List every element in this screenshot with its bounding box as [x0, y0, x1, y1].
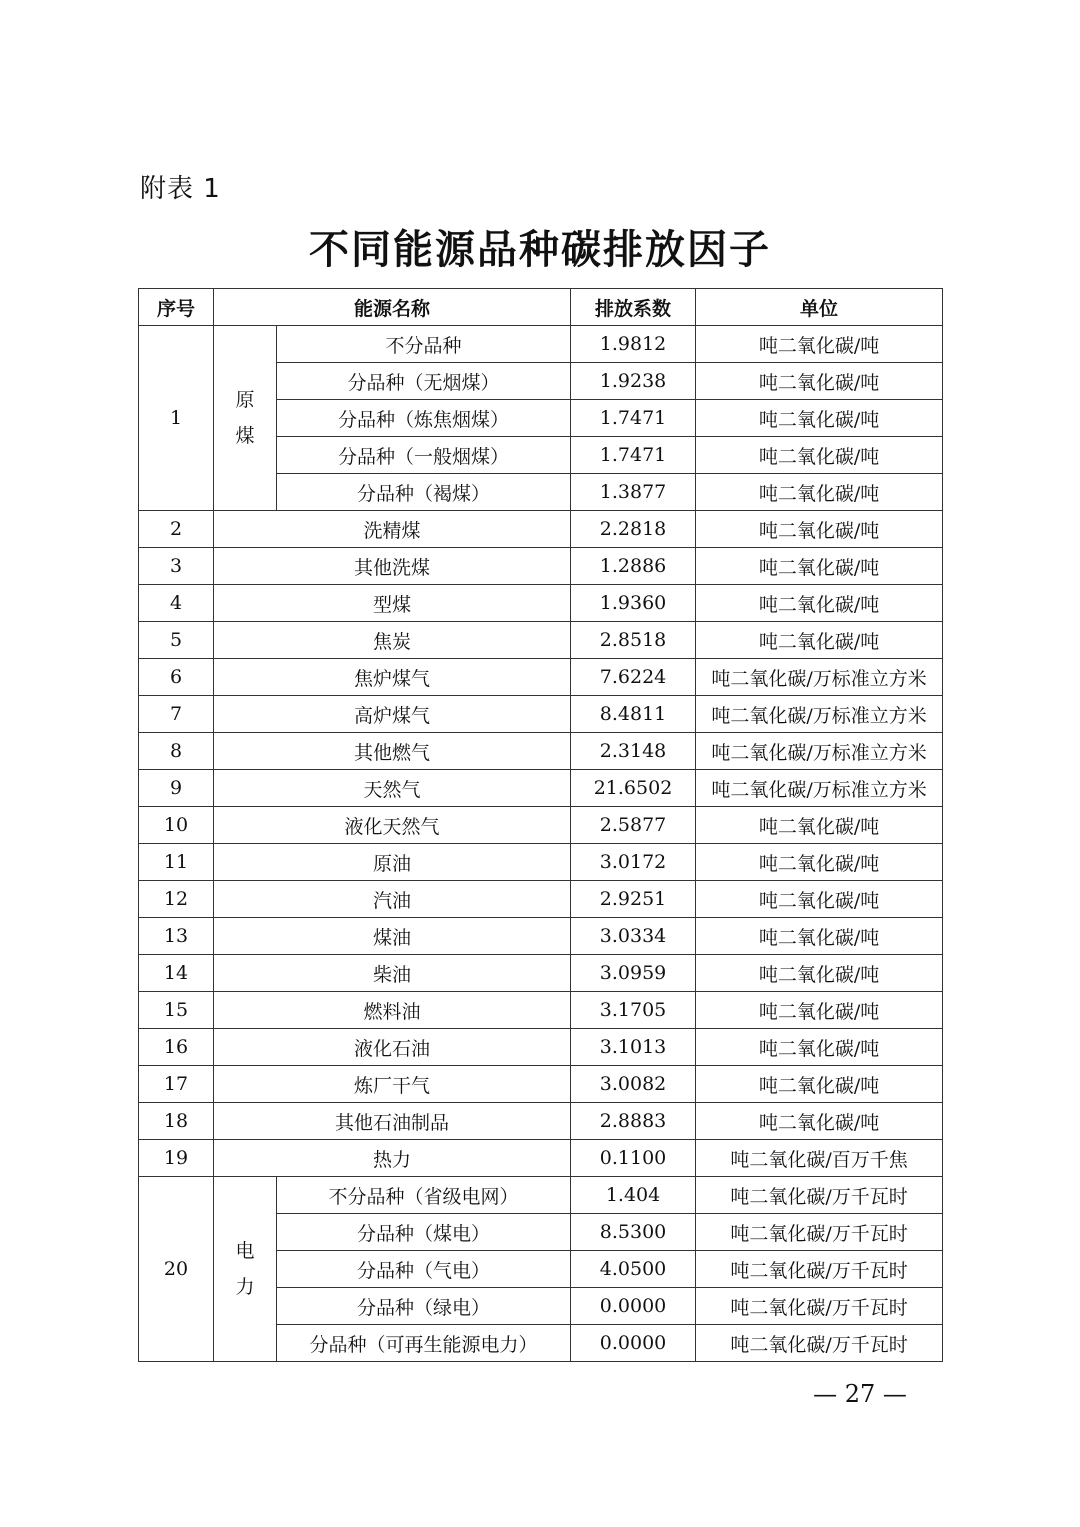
table-row	[139, 992, 943, 1029]
name-cell: 燃料油	[214, 992, 571, 1029]
unit-cell: 吨二氧化碳/吨	[696, 992, 943, 1029]
table-row	[139, 807, 943, 844]
coef-cell: 2.8883	[571, 1103, 696, 1140]
unit-cell: 吨二氧化碳/吨	[696, 844, 943, 881]
page-number: — 27 —	[813, 1380, 907, 1408]
seq-cell: 14	[139, 955, 214, 992]
coef-cell: 1.9812	[571, 326, 696, 363]
name-cell: 分品种（无烟煤）	[277, 363, 571, 400]
unit-cell: 吨二氧化碳/吨	[696, 474, 943, 511]
seq-cell: 13	[139, 918, 214, 955]
name-cell: 液化石油	[214, 1029, 571, 1066]
coef-cell: 1.3877	[571, 474, 696, 511]
unit-cell: 吨二氧化碳/万标准立方米	[696, 770, 943, 807]
coef-cell: 2.8518	[571, 622, 696, 659]
group-label-raw-coal: 原 煤	[214, 326, 277, 511]
name-cell: 不分品种	[277, 326, 571, 363]
coef-cell: 4.0500	[571, 1251, 696, 1288]
unit-cell: 吨二氧化碳/吨	[696, 1103, 943, 1140]
name-cell: 炼厂干气	[214, 1066, 571, 1103]
table-row	[139, 1140, 943, 1177]
header-unit: 单位	[696, 289, 943, 326]
table-row	[139, 511, 943, 548]
unit-cell: 吨二氧化碳/吨	[696, 363, 943, 400]
name-cell: 型煤	[214, 585, 571, 622]
coef-cell: 8.5300	[571, 1214, 696, 1251]
unit-cell: 吨二氧化碳/吨	[696, 1066, 943, 1103]
coef-cell: 2.2818	[571, 511, 696, 548]
unit-cell: 吨二氧化碳/吨	[696, 548, 943, 585]
seq-cell: 2	[139, 511, 214, 548]
unit-cell: 吨二氧化碳/万千瓦时	[696, 1177, 943, 1214]
header-coef: 排放系数	[571, 289, 696, 326]
coef-cell: 2.9251	[571, 881, 696, 918]
unit-cell: 吨二氧化碳/万千瓦时	[696, 1288, 943, 1325]
name-cell: 柴油	[214, 955, 571, 992]
coef-cell: 2.5877	[571, 807, 696, 844]
unit-cell: 吨二氧化碳/万千瓦时	[696, 1325, 943, 1362]
unit-cell: 吨二氧化碳/吨	[696, 400, 943, 437]
coef-cell: 3.0959	[571, 955, 696, 992]
unit-cell: 吨二氧化碳/吨	[696, 807, 943, 844]
name-cell: 分品种（褐煤）	[277, 474, 571, 511]
coef-cell: 2.3148	[571, 733, 696, 770]
coef-cell: 3.0082	[571, 1066, 696, 1103]
unit-cell: 吨二氧化碳/吨	[696, 918, 943, 955]
table-row	[139, 844, 943, 881]
name-cell: 分品种（可再生能源电力）	[277, 1325, 571, 1362]
name-cell: 煤油	[214, 918, 571, 955]
seq-cell: 6	[139, 659, 214, 696]
coef-cell: 1.9360	[571, 585, 696, 622]
table-row	[139, 548, 943, 585]
coef-cell: 0.0000	[571, 1325, 696, 1362]
table-row	[139, 955, 943, 992]
unit-cell: 吨二氧化碳/万标准立方米	[696, 733, 943, 770]
coef-cell: 1.7471	[571, 437, 696, 474]
page-title: 不同能源品种碳排放因子	[309, 226, 771, 273]
seq-cell: 10	[139, 807, 214, 844]
seq-cell: 18	[139, 1103, 214, 1140]
unit-cell: 吨二氧化碳/吨	[696, 622, 943, 659]
group-label-electric-power: 电 力	[214, 1177, 277, 1362]
table-row	[139, 1066, 943, 1103]
name-cell: 分品种（绿电）	[277, 1288, 571, 1325]
seq-cell: 5	[139, 622, 214, 659]
name-cell: 其他燃气	[214, 733, 571, 770]
coef-cell: 7.6224	[571, 659, 696, 696]
coef-cell: 3.1705	[571, 992, 696, 1029]
unit-cell: 吨二氧化碳/吨	[696, 437, 943, 474]
seq-cell: 8	[139, 733, 214, 770]
unit-cell: 吨二氧化碳/吨	[696, 881, 943, 918]
unit-cell: 吨二氧化碳/吨	[696, 955, 943, 992]
unit-cell: 吨二氧化碳/吨	[696, 326, 943, 363]
name-cell: 天然气	[214, 770, 571, 807]
table-row	[139, 585, 943, 622]
name-cell: 焦炭	[214, 622, 571, 659]
coef-cell: 8.4811	[571, 696, 696, 733]
name-cell: 其他石油制品	[214, 1103, 571, 1140]
name-cell: 汽油	[214, 881, 571, 918]
table-row	[139, 1177, 943, 1214]
unit-cell: 吨二氧化碳/吨	[696, 1029, 943, 1066]
seq-cell: 11	[139, 844, 214, 881]
unit-cell: 吨二氧化碳/百万千焦	[696, 1140, 943, 1177]
seq-cell: 20	[139, 1177, 214, 1362]
table-row	[139, 1103, 943, 1140]
unit-cell: 吨二氧化碳/万千瓦时	[696, 1214, 943, 1251]
coef-cell: 1.7471	[571, 400, 696, 437]
seq-cell: 9	[139, 770, 214, 807]
seq-cell: 19	[139, 1140, 214, 1177]
coef-cell: 3.0334	[571, 918, 696, 955]
unit-cell: 吨二氧化碳/吨	[696, 585, 943, 622]
name-cell: 分品种（气电）	[277, 1251, 571, 1288]
coef-cell: 1.404	[571, 1177, 696, 1214]
unit-cell: 吨二氧化碳/万标准立方米	[696, 659, 943, 696]
name-cell: 不分品种（省级电网）	[277, 1177, 571, 1214]
name-cell: 液化天然气	[214, 807, 571, 844]
name-cell: 洗精煤	[214, 511, 571, 548]
unit-cell: 吨二氧化碳/吨	[696, 511, 943, 548]
table-row	[139, 1029, 943, 1066]
table-row	[139, 733, 943, 770]
seq-cell: 3	[139, 548, 214, 585]
name-cell: 其他洗煤	[214, 548, 571, 585]
header-seq: 序号	[139, 289, 214, 326]
name-cell: 分品种（炼焦烟煤）	[277, 400, 571, 437]
seq-cell: 12	[139, 881, 214, 918]
seq-cell: 17	[139, 1066, 214, 1103]
name-cell: 分品种（煤电）	[277, 1214, 571, 1251]
seq-cell: 1	[139, 326, 214, 511]
table-row	[139, 770, 943, 807]
table-row	[139, 659, 943, 696]
header-name: 能源名称	[214, 289, 571, 326]
table-row	[139, 326, 943, 363]
coef-cell: 1.9238	[571, 363, 696, 400]
coef-cell: 0.0000	[571, 1288, 696, 1325]
unit-cell: 吨二氧化碳/万标准立方米	[696, 696, 943, 733]
coef-cell: 21.6502	[571, 770, 696, 807]
coef-cell: 3.0172	[571, 844, 696, 881]
name-cell: 高炉煤气	[214, 696, 571, 733]
name-cell: 原油	[214, 844, 571, 881]
name-cell: 分品种（一般烟煤）	[277, 437, 571, 474]
seq-cell: 4	[139, 585, 214, 622]
seq-cell: 7	[139, 696, 214, 733]
table-row	[139, 696, 943, 733]
table-row	[139, 918, 943, 955]
name-cell: 热力	[214, 1140, 571, 1177]
table-header-row	[139, 289, 943, 326]
table-row	[139, 622, 943, 659]
coef-cell: 1.2886	[571, 548, 696, 585]
table-row	[139, 881, 943, 918]
coef-cell: 3.1013	[571, 1029, 696, 1066]
seq-cell: 16	[139, 1029, 214, 1066]
name-cell: 焦炉煤气	[214, 659, 571, 696]
appendix-label: 附表 1	[140, 174, 221, 204]
seq-cell: 15	[139, 992, 214, 1029]
unit-cell: 吨二氧化碳/万千瓦时	[696, 1251, 943, 1288]
emission-factor-table	[138, 288, 943, 1362]
coef-cell: 0.1100	[571, 1140, 696, 1177]
